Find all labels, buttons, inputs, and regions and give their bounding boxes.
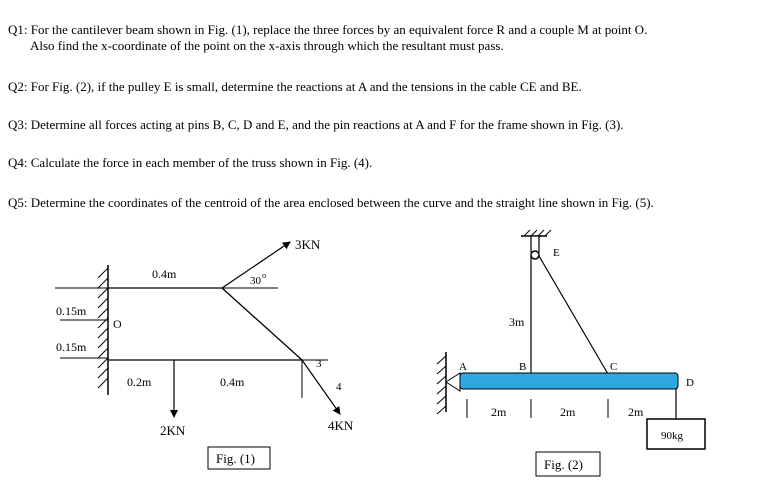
question-number: Q3: [8, 117, 28, 132]
beam-diagonal [222, 288, 302, 360]
slope-label-a: 3 [316, 358, 322, 370]
question-number: Q2: [8, 79, 28, 94]
fig2-caption: Fig. (2) [544, 457, 583, 472]
left-wall-hatching [437, 356, 446, 414]
len-top-label: 0.4m [152, 267, 177, 281]
point-o-label: O [113, 317, 122, 331]
span3-label: 2m [628, 405, 644, 419]
question-number: Q1: [8, 22, 28, 37]
span-ticks [467, 399, 608, 418]
fig1-caption: Fig. (1) [216, 451, 255, 466]
question-text: Determine the coordinates of the centroid of the area enclosed between the curve and the straight line shown in Fig. (5). [30, 195, 654, 210]
figure-2 [437, 230, 705, 476]
question-text: Determine all forces acting at pins B, C, D and E, and the pin reactions at A and F for the frame shown in Fig. (3). [30, 117, 624, 132]
question-text: For Fig. (2), if the pulley E is small, determine the reactions at A and the tensions in the cable CE and BE. [30, 79, 582, 94]
question-text: Calculate the force in each member of the truss shown in Fig. (4). [30, 155, 373, 170]
dim-upper-label: 0.15m [56, 304, 87, 318]
beam [460, 373, 678, 389]
angle-degree: o [262, 271, 266, 280]
cable-ce [539, 256, 608, 374]
pulley-e [531, 251, 539, 259]
question-text: For the cantilever beam shown in Fig. (1), replace the three forces by an equivalent force R and a couple M at point O. [30, 22, 648, 37]
pulley-bracket [531, 236, 539, 252]
question-continuation: Also find the x-coordinate of the point on the x-axis through which the resultant must pass. [30, 38, 504, 53]
force-4kn-label: 4KN [328, 418, 354, 433]
angle-label: 30 [250, 275, 261, 287]
label-b: B [519, 361, 527, 373]
slope-label-b: 4 [336, 381, 342, 393]
question-number: Q5: [8, 195, 28, 210]
span1-label: 2m [491, 405, 507, 419]
force-2kn-label: 2KN [160, 423, 186, 438]
len-left-label: 0.2m [127, 375, 152, 389]
span2-label: 2m [560, 405, 576, 419]
label-c: C [610, 361, 618, 373]
mass-label: 90kg [661, 430, 683, 442]
wall-hatching [98, 268, 108, 388]
force-3kn-label: 3KN [295, 237, 321, 252]
question-number: Q4: [8, 155, 28, 170]
label-a: A [459, 361, 467, 373]
height-label: 3m [509, 315, 525, 329]
label-d: D [686, 377, 694, 389]
figure-1 [55, 237, 354, 469]
ceiling-hatching [524, 230, 551, 236]
dim-lower-label: 0.15m [56, 340, 87, 354]
label-e: E [553, 247, 560, 259]
len-mid-label: 0.4m [220, 375, 245, 389]
pin-a-support [446, 373, 460, 391]
